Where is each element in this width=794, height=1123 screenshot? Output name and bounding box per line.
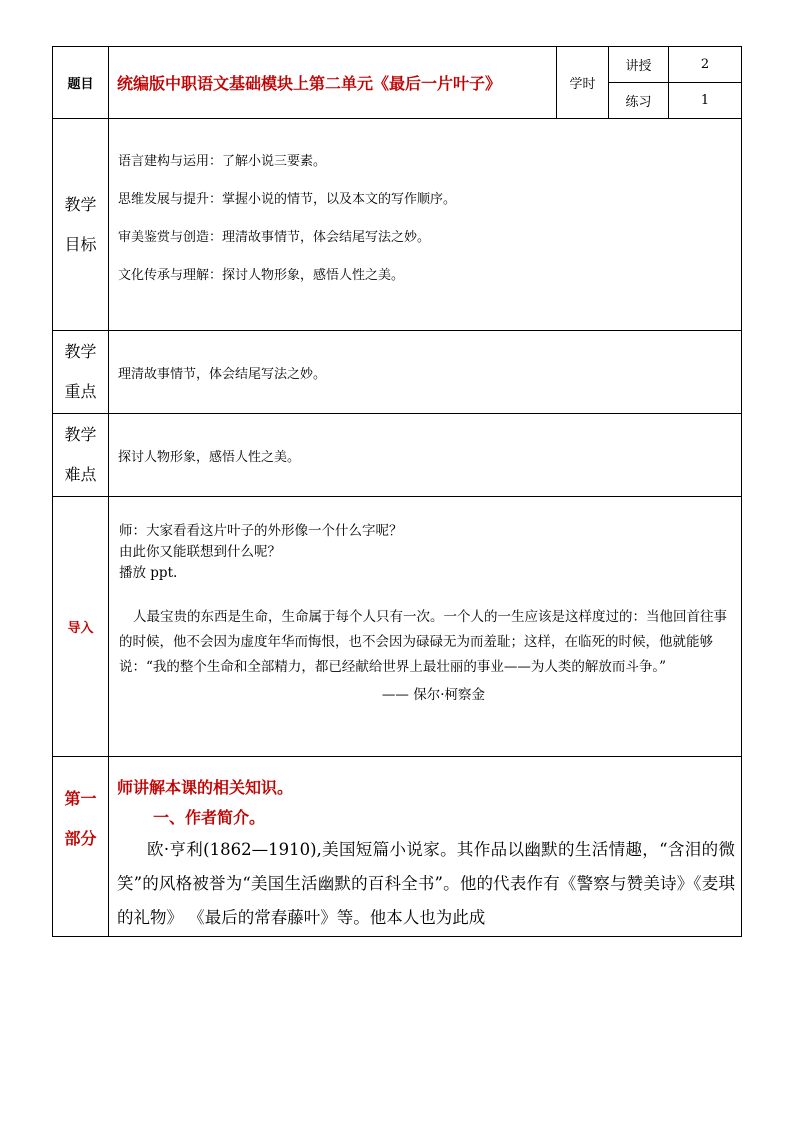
intro-label: 导入 (53, 497, 109, 757)
goal-item: 审美鉴赏与创造：理清故事情节，体会结尾写法之妙。 (118, 230, 431, 245)
part1-label-line2: 部分 (64, 829, 97, 848)
lesson-title: 统编版中职语文基础模块上第二单元《最后一片叶子》 (109, 47, 557, 119)
practice-hours-value: 1 (669, 83, 742, 119)
part1-content (109, 757, 742, 937)
part1-subheading: 一、作者简介。 (153, 808, 266, 827)
focus-text: 理清故事情节，体会结尾写法之妙。 (109, 331, 742, 414)
intro-line: 播放 ppt. (119, 565, 178, 581)
difficulty-text: 探讨人物形象，感悟人性之美。 (109, 414, 742, 497)
focus-label-line2: 重点 (64, 382, 97, 401)
goals-content (109, 119, 742, 331)
goals-label-line2: 目标 (64, 234, 97, 254)
quote-signature: —— 保尔·柯察金 (381, 687, 485, 703)
intro-quote: 人最宝贵的东西是生命，生命属于每个人只有一次。一个人的一生应该是这样度过的：当他回首往事的时候，他不会因为虚度年华而悔恨，也不会因为碌碌无为而羞耻；这样，在临死的时候，他就能够说：“我的整个生命和全部精力，都已经献给世界上最壮丽的事业——为人类的解放而斗争。” (119, 609, 727, 675)
practice-label: 练习 (609, 83, 669, 119)
difficulty-label (53, 414, 109, 497)
intro-questions (119, 521, 733, 584)
difficulty-label-line2: 难点 (64, 465, 97, 484)
intro-line: 师：大家看看这片叶子的外形像一个什么字呢？ (119, 523, 403, 539)
lecture-label: 讲授 (609, 47, 669, 83)
focus-row (53, 331, 742, 414)
lesson-plan-table (52, 46, 742, 937)
intro-content (109, 497, 742, 757)
hours-label: 学时 (557, 47, 609, 119)
topic-label: 题目 (53, 47, 109, 119)
part1-body: 欧·亨利(1862—1910),美国短篇小说家。其作品以幽默的生活情趣，“含泪的微笑”的风格被誉为“美国生活幽默的百科全书”。他的代表作有《警察与赞美诗》《麦琪的礼物》 《最后的常春藤叶》等。他本人也为此成 (117, 840, 735, 927)
header-row (53, 47, 742, 83)
focus-label-line1: 教学 (64, 342, 97, 361)
part1-label-line1: 第一 (64, 789, 97, 808)
difficulty-label-line1: 教学 (64, 425, 97, 444)
part1-label (53, 757, 109, 937)
intro-line: 由此你又能联想到什么呢？ (119, 544, 281, 560)
part1-heading: 师讲解本课的相关知识。 (117, 778, 294, 797)
intro-row (53, 497, 742, 757)
focus-label (53, 331, 109, 414)
goals-row (53, 119, 742, 331)
difficulty-row (53, 414, 742, 497)
goal-item: 文化传承与理解：探讨人物形象，感悟人性之美。 (118, 268, 405, 283)
lecture-hours-value: 2 (669, 47, 742, 83)
goals-label-line1: 教学 (64, 194, 97, 214)
goal-item: 语言建构与运用：了解小说三要素。 (118, 154, 327, 169)
goal-item: 思维发展与提升：掌握小说的情节，以及本文的写作顺序。 (118, 192, 457, 207)
part1-row (53, 757, 742, 937)
goals-label (53, 119, 109, 331)
